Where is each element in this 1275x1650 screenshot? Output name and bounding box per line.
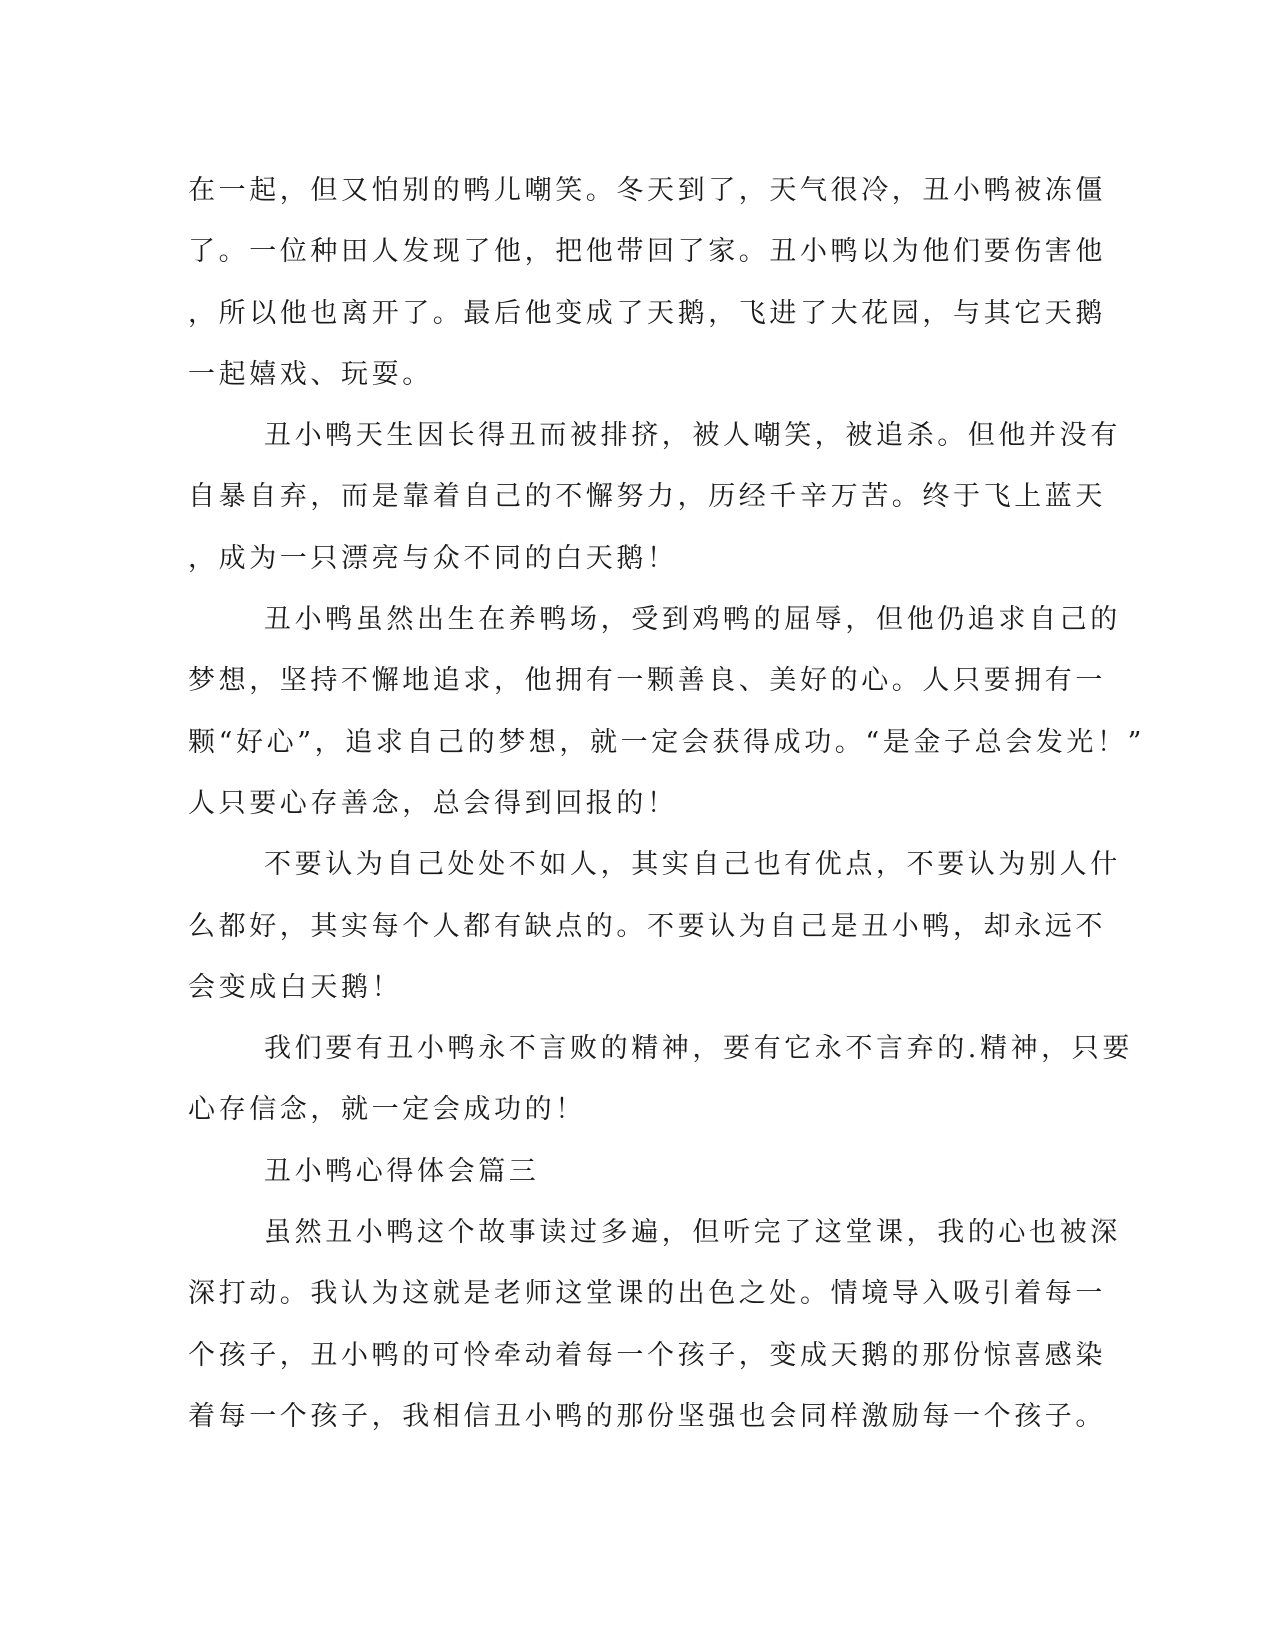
text-line: ，所以他也离开了。最后他变成了天鹅，飞进了大花园，与其它天鹅	[188, 297, 1106, 329]
text-line: 了。一位种田人发现了他，把他带回了家。丑小鸭以为他们要伤害他	[188, 236, 1106, 268]
text-line: 会变成白天鹅！	[188, 971, 403, 1003]
text-line: 在一起，但又怕别的鸭儿嘲笑。冬天到了，天气很冷，丑小鸭被冻僵	[188, 175, 1106, 206]
text-line: 颗“好心”，追求自己的梦想，就一定会获得成功。“是金子总会发光！”	[188, 726, 1146, 758]
paragraph-start-line: 不要认为自己处处不如人，其实自己也有优点，不要认为别人什	[264, 849, 1121, 881]
text-line: 深打动。我认为这就是老师这堂课的出色之处。情境导入吸引着每一	[188, 1278, 1106, 1310]
text-line: 心存信念，就一定会成功的！	[188, 1094, 586, 1126]
paragraph-start-line: 我们要有丑小鸭永不言败的精神，要有它永不言弃的.精神，只要	[264, 1033, 1133, 1065]
document-body	[188, 160, 1146, 1447]
text-line: 一起嬉戏、玩耍。	[188, 358, 433, 390]
text-line: 个孩子，丑小鸭的可怜牵动着每一个孩子，变成天鹅的那份惊喜感染	[188, 1339, 1106, 1371]
section-heading: 丑小鸭心得体会篇三	[264, 1155, 540, 1187]
text-line: 着每一个孩子，我相信丑小鸭的那份坚强也会同样激励每一个孩子。	[188, 1400, 1106, 1432]
paragraph-start-line: 虽然丑小鸭这个故事读过多遍，但听完了这堂课，我的心也被深	[264, 1217, 1121, 1249]
text-line: ，成为一只漂亮与众不同的白天鹅！	[188, 542, 678, 574]
text-line: 人只要心存善念，总会得到回报的！	[188, 787, 678, 819]
paragraph-start-line: 丑小鸭天生因长得丑而被排挤，被人嘲笑，被追杀。但他并没有	[264, 420, 1121, 452]
text-line: 么都好，其实每个人都有缺点的。不要认为自己是丑小鸭，却永远不	[188, 910, 1106, 942]
text-line: 自暴自弃，而是靠着自己的不懈努力，历经千辛万苦。终于飞上蓝天	[188, 481, 1106, 513]
text-line: 梦想，坚持不懈地追求，他拥有一颗善良、美好的心。人只要拥有一	[188, 665, 1106, 697]
paragraph-start-line: 丑小鸭虽然出生在养鸭场，受到鸡鸭的屈辱，但他仍追求自己的	[264, 604, 1121, 636]
